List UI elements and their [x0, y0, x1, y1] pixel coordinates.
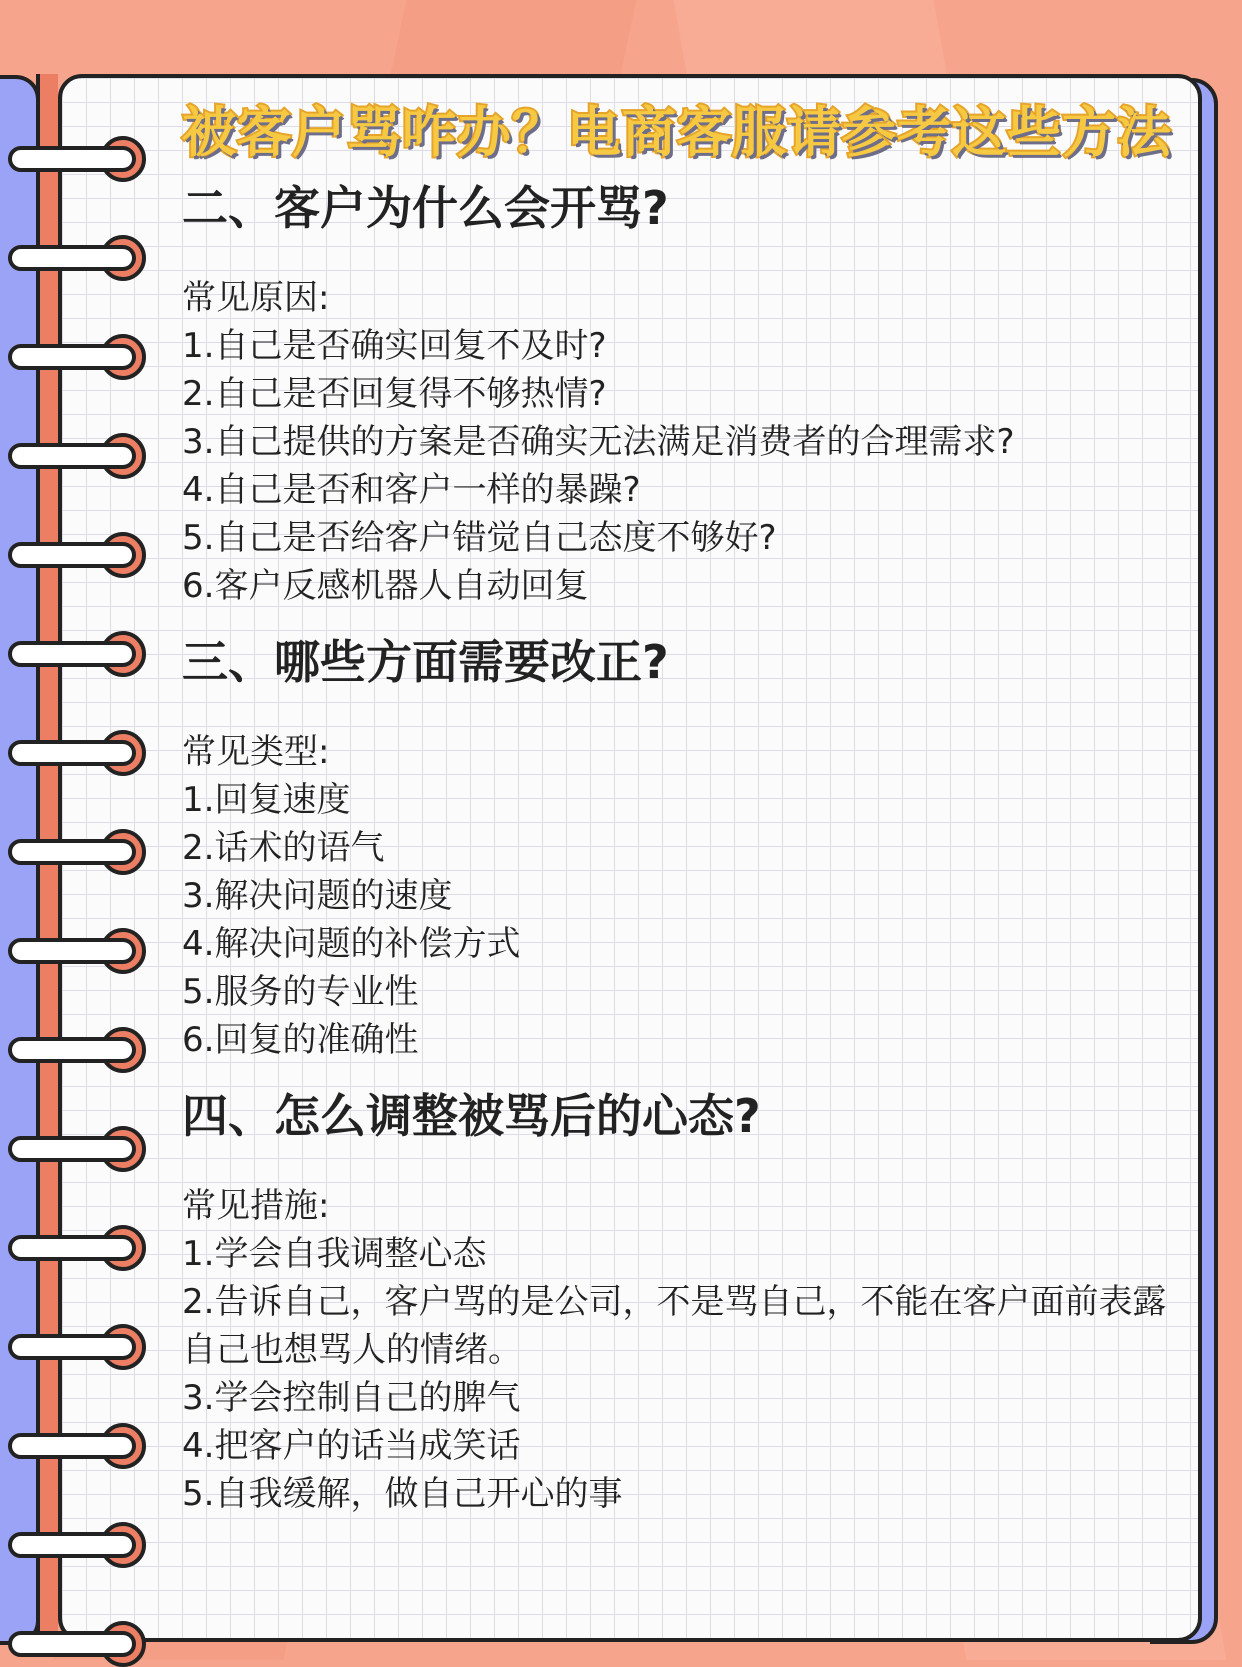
- section-heading: 二、客户为什么会开骂?: [182, 181, 669, 235]
- spiral-ring: [8, 1324, 152, 1370]
- spiral-ring: [8, 1522, 152, 1568]
- list-heading: 常见原因:: [182, 278, 330, 318]
- spiral-ring: [8, 928, 152, 974]
- section-why-customers-scold: [182, 178, 1182, 610]
- spiral-ring: [8, 730, 152, 776]
- list-item: 4.解决问题的补偿方式: [182, 924, 521, 964]
- spiral-ring: [8, 1225, 152, 1271]
- list-item: 2.话术的语气: [182, 828, 385, 868]
- spiral-ring: [8, 235, 152, 281]
- list-heading: 常见类型:: [182, 732, 330, 772]
- list-item: 2.告诉自己，客户骂的是公司，不是骂自己，不能在客户面前表露自己也想骂人的情绪。: [182, 1282, 1167, 1370]
- spiral-ring: [8, 1027, 152, 1073]
- list-item: 3.自己提供的方案是否确实无法满足消费者的合理需求?: [182, 422, 1015, 462]
- spiral-ring: [8, 334, 152, 380]
- spiral-ring: [8, 1621, 152, 1667]
- spiral-ring: [8, 136, 152, 182]
- list-item: 5.自己是否给客户错觉自己态度不够好?: [182, 518, 777, 558]
- page-title: 被客户骂咋办？电商客服请参考这些方法: [182, 101, 1172, 164]
- list-item: 6.回复的准确性: [182, 1020, 419, 1060]
- spiral-ring: [8, 433, 152, 479]
- spiral-ring: [8, 631, 152, 677]
- list-item: 1.回复速度: [182, 780, 351, 820]
- list-item: 2.自己是否回复得不够热情?: [182, 374, 607, 414]
- spiral-ring: [8, 532, 152, 578]
- spiral-ring: [8, 1126, 152, 1172]
- list-item: 4.自己是否和客户一样的暴躁?: [182, 470, 641, 510]
- section-heading: 三、哪些方面需要改正?: [182, 635, 669, 689]
- page-content: [182, 100, 1182, 1540]
- list-item: 1.自己是否确实回复不及时?: [182, 326, 607, 366]
- list-item: 3.解决问题的速度: [182, 876, 453, 916]
- spiral-ring: [8, 829, 152, 875]
- list-item: 4.把客户的话当成笑话: [182, 1426, 521, 1466]
- section-adjust-mindset: [182, 1086, 1182, 1518]
- section-what-to-improve: [182, 632, 1182, 1064]
- list-heading: 常见措施:: [182, 1186, 330, 1226]
- list-item: 5.自我缓解，做自己开心的事: [182, 1474, 623, 1514]
- spiral-binding: [0, 0, 170, 1660]
- list-item: 6.客户反感机器人自动回复: [182, 566, 589, 606]
- spiral-ring: [8, 1423, 152, 1469]
- list-item: 5.服务的专业性: [182, 972, 419, 1012]
- section-heading: 四、怎么调整被骂后的心态?: [182, 1089, 761, 1143]
- list-item: 1.学会自我调整心态: [182, 1234, 487, 1274]
- list-item: 3.学会控制自己的脾气: [182, 1378, 521, 1418]
